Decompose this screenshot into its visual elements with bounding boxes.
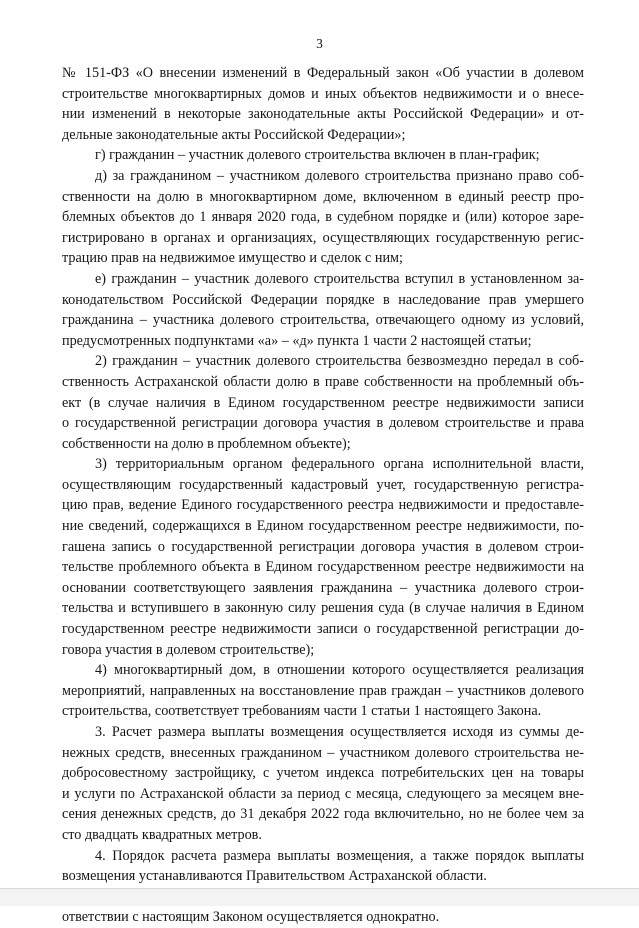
- text-line: блемных объектов до 1 января 2020 года, в судебном порядке и (или) которое заре-: [62, 209, 584, 226]
- document-body: [62, 63, 584, 928]
- text-line: гашена запись о государственной регистрации договора участия в долевом строи-: [62, 538, 584, 555]
- text-line: ственности на долю в многоквартирном доме, включенном в единый реестр про-: [62, 188, 584, 205]
- page-bottom-edge: [0, 888, 639, 906]
- text-line: 3) территориальным органом федерального органа исполнительной власти,: [95, 456, 584, 473]
- text-line: основании соответствующего заявления гражданина – участника долевого строи-: [62, 579, 584, 596]
- text-line: тельстве проблемного объекта в Едином государственном реестре недвижимости на: [62, 559, 584, 576]
- text-line: собственности на долю в проблемном объекте);: [62, 435, 351, 452]
- text-line: говора участия в долевом строительстве);: [62, 641, 315, 658]
- text-line: 4. Порядок расчета размера выплаты возмещения, а также порядок выплаты: [95, 847, 584, 864]
- text-line: 4) многоквартирный дом, в отношении которого осуществляется реализация: [95, 662, 584, 679]
- text-line: нии изменений в некоторые законодательные акты Российской Федерации» и от-: [62, 106, 584, 123]
- text-line: 3. Расчет размера выплаты возмещения осуществляется исходя из суммы де-: [95, 724, 584, 740]
- text-line: цию прав, ведение Единого государственного реестра недвижимости и предоставле-: [62, 497, 584, 514]
- text-line: тельства и вступившего в законную силу решения суда (в случае наличия в Едином: [62, 600, 584, 617]
- text-line: е) гражданин – участник долевого строительства вступил в установленном за-: [95, 270, 584, 287]
- text-line: ственность Астраханской области долю в праве собственности на проблемный объ-: [62, 373, 584, 390]
- text-line: возмещения устанавливаются Правительством Астраханской области.: [62, 868, 487, 885]
- text-line: конодательством Российской Федерации порядке в наследование прав умершего: [62, 291, 584, 308]
- text-line: добросовестному застройщику, с учетом индекса потребительских цен на товары: [62, 765, 584, 782]
- text-line: сто двадцать квадратных метров.: [62, 826, 262, 843]
- text-line: трацию прав на недвижимое имущество и сделок с ним;: [62, 250, 403, 267]
- text-line: № 151-ФЗ «О внесении изменений в Федеральный закон «Об участии в долевом: [62, 65, 584, 81]
- text-line: предусмотренных подпунктами «а» – «д» пункта 1 части 2 настоящей статьи;: [62, 332, 532, 349]
- text-line: гистрировано в органах и организациях, осуществляющих государственную регис-: [62, 229, 584, 246]
- text-line: ект (в случае наличия в Едином государственном реестре недвижимости записи: [62, 394, 584, 411]
- text-line: строительства, соответствует требованиям части 1 статьи 1 настоящего Закона.: [62, 703, 542, 720]
- text-line: ние сведений, содержащихся в Едином государственном реестре недвижимости, по-: [62, 518, 584, 535]
- text-line: о государственной регистрации договора участия в долевом строительстве и права: [62, 415, 584, 432]
- text-line: мероприятий, направленных на восстановление прав граждан – участников долевого: [62, 682, 584, 699]
- text-line: г) гражданин – участник долевого строительства включен в план-график;: [95, 147, 540, 164]
- text-line: 2) гражданин – участник долевого строительства безвозмездно передал в соб-: [95, 353, 584, 370]
- text-line: и услуги по Астраханской области за период с месяца, следующего за месяцем вне-: [62, 785, 584, 802]
- text-line: нежных средств, внесенных гражданином – участником долевого строительства не-: [62, 744, 584, 761]
- page-number: 3: [316, 36, 323, 51]
- text-line: ответствии с настоящим Законом осуществляется однократно.: [62, 909, 440, 926]
- text-line: государственном реестре недвижимости записи о государственной регистрации до-: [62, 621, 584, 638]
- text-line: строительстве многоквартирных домов и иных объектов недвижимости и о внесе-: [62, 85, 584, 102]
- text-line: сения денежных средств, до 31 декабря 2022 года включительно, но не более чем за: [62, 806, 584, 823]
- text-line: осуществляющим государственный кадастровый учет, государственную регистра-: [62, 476, 584, 493]
- text-line: д) за гражданином – участником долевого строительства признано право соб-: [95, 167, 584, 184]
- text-line: гражданина – участника долевого строительства, отвечающего одному из условий,: [62, 312, 584, 329]
- text-line: дельные законодательные акты Российской Федерации»;: [62, 126, 406, 143]
